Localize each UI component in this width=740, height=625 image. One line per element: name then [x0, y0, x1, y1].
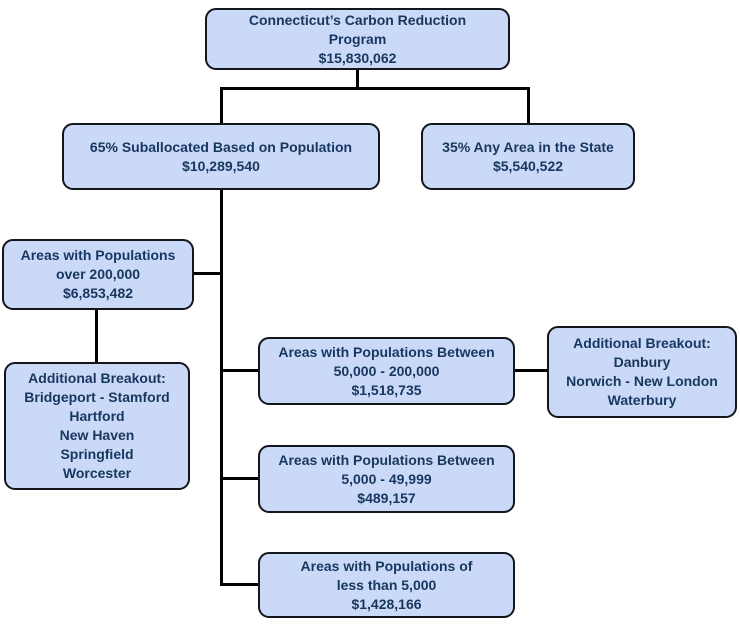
connector-stub-50000-200000 — [223, 369, 258, 372]
connector-stub-less-5000 — [223, 583, 258, 586]
node-breakout-50000-200000 — [547, 326, 737, 418]
node-amount: $5,540,522 — [492, 157, 564, 174]
node-title-line: Areas with Populations Between — [278, 343, 495, 360]
node-title-line: over 200,000 — [55, 266, 141, 282]
node-title-line: Program — [328, 30, 387, 47]
node-program-root — [205, 8, 510, 70]
node-city: Waterbury — [607, 392, 677, 408]
node-city: Springfield — [60, 446, 134, 462]
node-pop-50000-200000 — [258, 337, 515, 405]
node-pop-5000-49999 — [258, 445, 515, 513]
node-city: New Haven — [59, 427, 135, 443]
node-title-line: Additional Breakout: — [28, 370, 166, 386]
node-pop-over-200000 — [2, 239, 194, 310]
node-35-any-area — [421, 123, 635, 190]
connector-trunk-vertical — [220, 190, 223, 586]
node-amount: $6,853,482 — [62, 285, 134, 301]
connector-split-horizontal — [220, 87, 530, 90]
node-65-suballocated — [62, 123, 380, 190]
node-city: Danbury — [613, 354, 671, 370]
connector-stub-5000-49999 — [223, 477, 258, 480]
connector-split-left-vertical — [220, 87, 223, 123]
node-pop-less-5000 — [258, 552, 515, 618]
connector-breakout-right — [515, 369, 547, 372]
node-amount: $1,428,166 — [351, 595, 422, 612]
node-breakout-over-200000 — [4, 362, 190, 490]
node-city: Hartford — [69, 408, 125, 424]
node-amount: $489,157 — [357, 489, 416, 506]
node-city: Bridgeport - Stamford — [24, 389, 170, 405]
node-title-line: Areas with Populations Between — [278, 451, 495, 468]
connector-breakout-left — [95, 310, 98, 362]
node-title-line: Additional Breakout: — [573, 335, 711, 351]
node-amount: $15,830,062 — [318, 49, 397, 66]
node-title-line: 65% Suballocated Based on Population — [89, 138, 353, 155]
node-title-line: 35% Any Area in the State — [442, 138, 614, 155]
connector-split-right-vertical — [527, 87, 530, 123]
node-title-line: less than 5,000 — [336, 576, 437, 593]
node-title-line: Areas with Populations of — [300, 557, 473, 574]
node-title-line: 50,000 - 200,000 — [333, 362, 440, 379]
node-title-line: 5,000 - 49,999 — [341, 470, 432, 487]
node-city: Worcester — [62, 465, 132, 481]
node-amount: $10,289,540 — [182, 157, 260, 174]
connector-stub-over-200000 — [194, 272, 223, 275]
node-title-line: Areas with Populations — [20, 247, 176, 263]
node-city: Norwich - New London — [566, 373, 718, 389]
node-title-line: Connecticut’s Carbon Reduction — [248, 11, 467, 28]
node-amount: $1,518,735 — [351, 381, 422, 398]
